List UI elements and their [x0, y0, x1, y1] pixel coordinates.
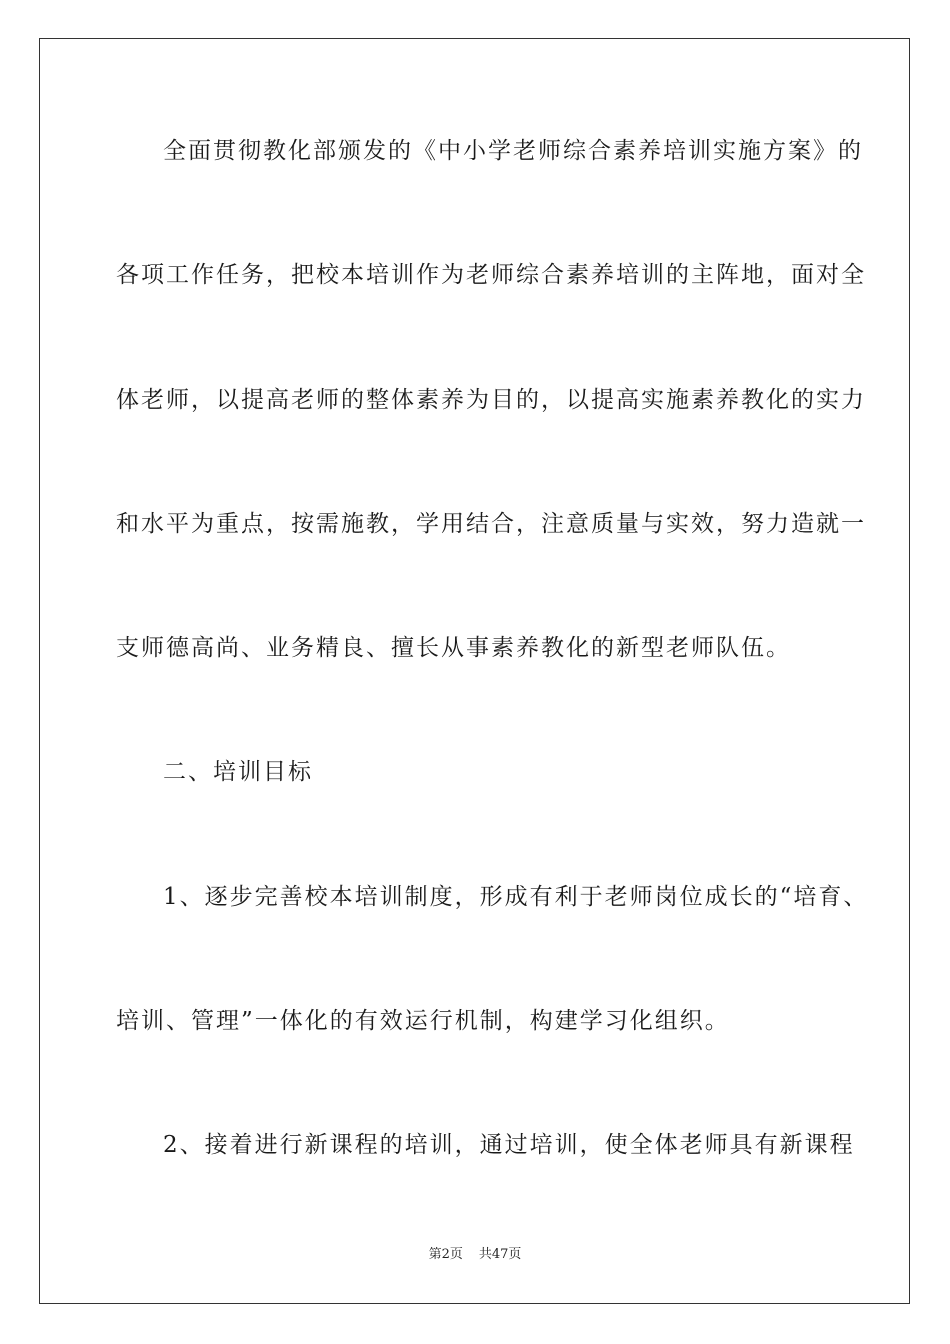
page-total: 共47页 [478, 1247, 522, 1262]
paragraph-line-2: 各项工作任务，把校本培训作为老师综合素养培训的主阵地，面对全 [116, 262, 866, 288]
paragraph-line-1: 全面贯彻教化部颁发的《中小学老师综合素养培训实施方案》的 [163, 138, 863, 164]
paragraph-line-3: 体老师，以提高老师的整体素养为目的，以提高实施素养教化的实力 [116, 387, 866, 413]
page-footer [0, 1246, 950, 1264]
list-item-1-line-2: 培训、管理”一体化的有效运行机制，构建学习化组织。 [116, 1008, 730, 1034]
paragraph-line-5: 支师德高尚、业务精良、擅长从事素养教化的新型老师队伍。 [116, 635, 791, 661]
page-frame [39, 38, 910, 1304]
page-number: 第2页 [428, 1247, 463, 1262]
list-item-1-line-1: 1、逐步完善校本培训制度，形成有利于老师岗位成长的“培育、 [163, 884, 869, 910]
list-item-2-line-1: 2、接着进行新课程的培训，通过培训，使全体老师具有新课程 [163, 1132, 855, 1158]
paragraph-line-4: 和水平为重点，按需施教，学用结合，注意质量与实效，努力造就一 [116, 511, 866, 537]
section-heading: 二、培训目标 [163, 759, 313, 785]
